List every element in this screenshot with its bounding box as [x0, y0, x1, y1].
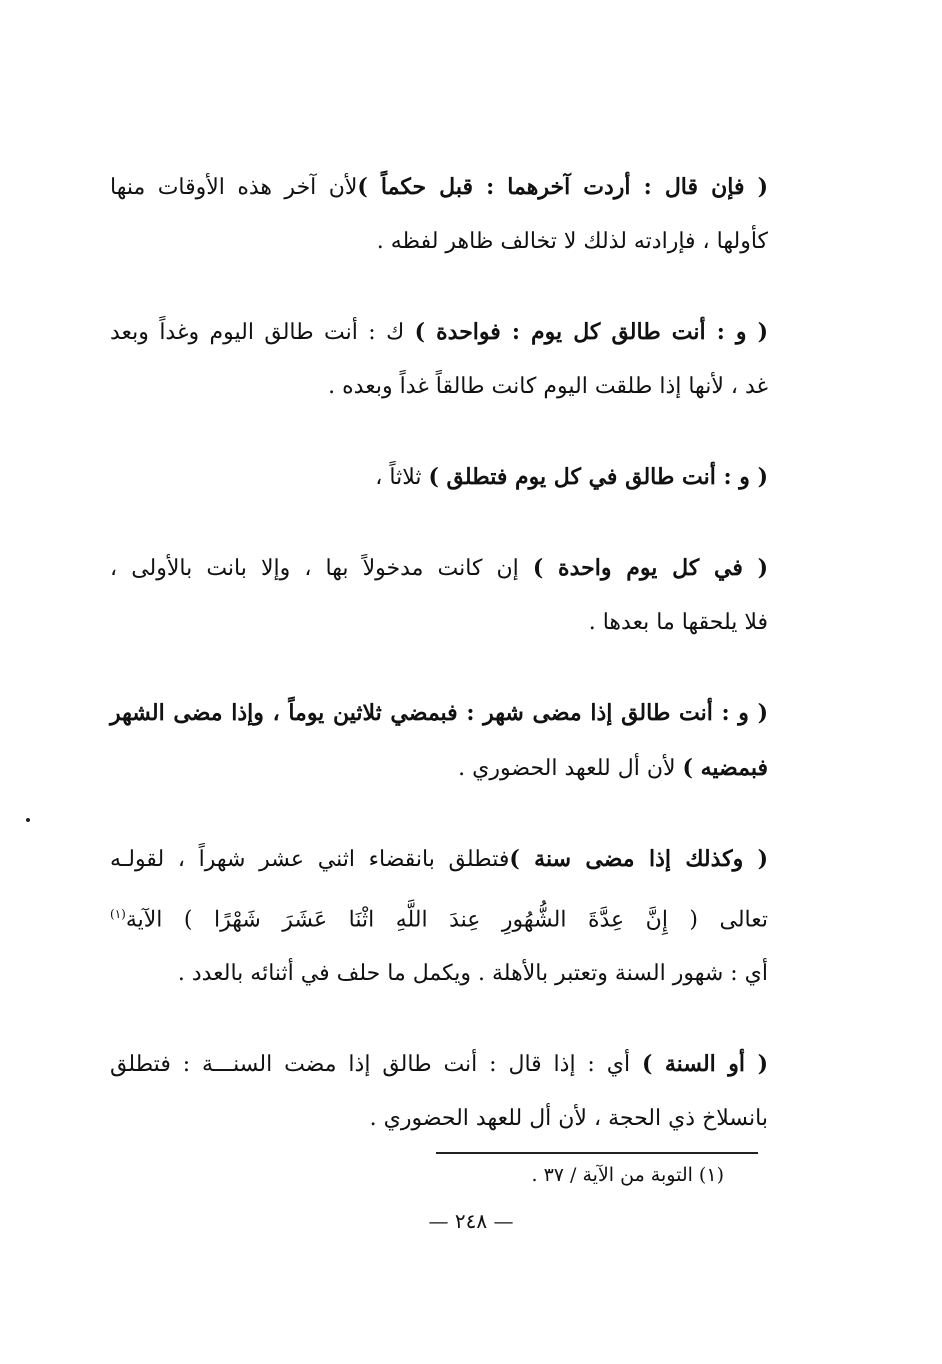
text-line: [110, 832, 768, 887]
text-line: [110, 450, 768, 505]
bold-matn-text: ( وكذلك إذا مضى سنة ): [509, 846, 768, 872]
commentary-text: تعالى ( إِنَّ عِدَّةَ الشُّهُورِ عِندَ اللَّهِ اثْنَا عَشَرَ شَهْرًا ) الآية: [125, 907, 768, 933]
commentary-text: ك : أنت طالق اليوم وغداً وبعد: [110, 320, 415, 345]
text-line: [110, 305, 768, 360]
text-line: [110, 215, 768, 269]
footnote-rule: [436, 1152, 758, 1154]
paragraph: [110, 1037, 768, 1146]
paragraph: [110, 541, 768, 650]
commentary-text: ثلاثاً ،: [375, 465, 429, 490]
bold-matn-text: ( فإن قال : أردت آخرهما : قبل حكماً ): [357, 174, 768, 200]
page-number: — ٢٤٨ —: [428, 1209, 514, 1233]
commentary-text: فتطلق بانقضاء اثني عشر شهراً ، لقولـه: [110, 847, 510, 872]
commentary-text: غد ، لأنها إذا طلقت اليوم كانت طالقاً غداً وبعده .: [328, 374, 768, 399]
bold-matn-text: ( في كل يوم واحدة ): [532, 555, 769, 581]
bold-matn-text: ( و : أنت طالق في كل يوم فتطلق ): [428, 464, 768, 490]
text-line: [110, 1037, 768, 1092]
paragraph: [110, 305, 768, 414]
bold-matn-text: ( و : أنت طالق كل يوم : فواحدة ): [414, 319, 768, 345]
commentary-text: إن كانت مدخولاً بها ، وإلا بانت بالأولى ،: [110, 556, 533, 581]
text-line: [110, 160, 768, 215]
commentary-text: كأولها ، فإرادته لذلك لا تخالف ظاهر لفظه .: [376, 229, 768, 254]
bold-matn-text: فبمضيه ): [682, 755, 768, 781]
text-line: [110, 596, 768, 650]
stray-dot: [26, 818, 30, 822]
commentary-text: لأن آخر هذه الأوقات منها: [110, 175, 358, 200]
text-line: [110, 1092, 768, 1146]
bold-matn-text: ( أو السنة ): [641, 1051, 768, 1078]
commentary-text: فلا يلحقها ما بعدها .: [588, 610, 768, 635]
bold-matn-text: ( و : أنت طالق إذا مضى شهر : فبمضي ثلاثين يوماً ، وإذا مضى الشهر: [110, 700, 768, 726]
commentary-text: أي : شهور السنة وتعتبر بالأهلة . ويكمل ما حلف في أثنائه بالعدد .: [177, 961, 768, 987]
commentary-text: أي : إذا قال : أنت طالق إذا مضت السنـــة : فتطلق: [110, 1052, 642, 1078]
paragraph: [110, 160, 768, 269]
commentary-text: لأن أل للعهد الحضوري .: [458, 756, 683, 781]
paragraph: [110, 450, 768, 505]
paragraph: [110, 686, 768, 796]
text-line: [110, 686, 768, 741]
commentary-text: بانسلاخ ذي الحجة ، لأن أل للعهد الحضوري .: [369, 1106, 768, 1132]
footnote-ref: (١): [110, 907, 126, 921]
text-line: [110, 360, 768, 414]
paragraph: [110, 832, 768, 1001]
text-line: [110, 887, 768, 947]
text-line: [110, 947, 768, 1001]
text-line: [110, 741, 768, 796]
text-line: [110, 541, 768, 596]
page-body: [110, 160, 768, 1182]
footnote: (١) التوبة من الآية / ٣٧ .: [531, 1164, 724, 1186]
